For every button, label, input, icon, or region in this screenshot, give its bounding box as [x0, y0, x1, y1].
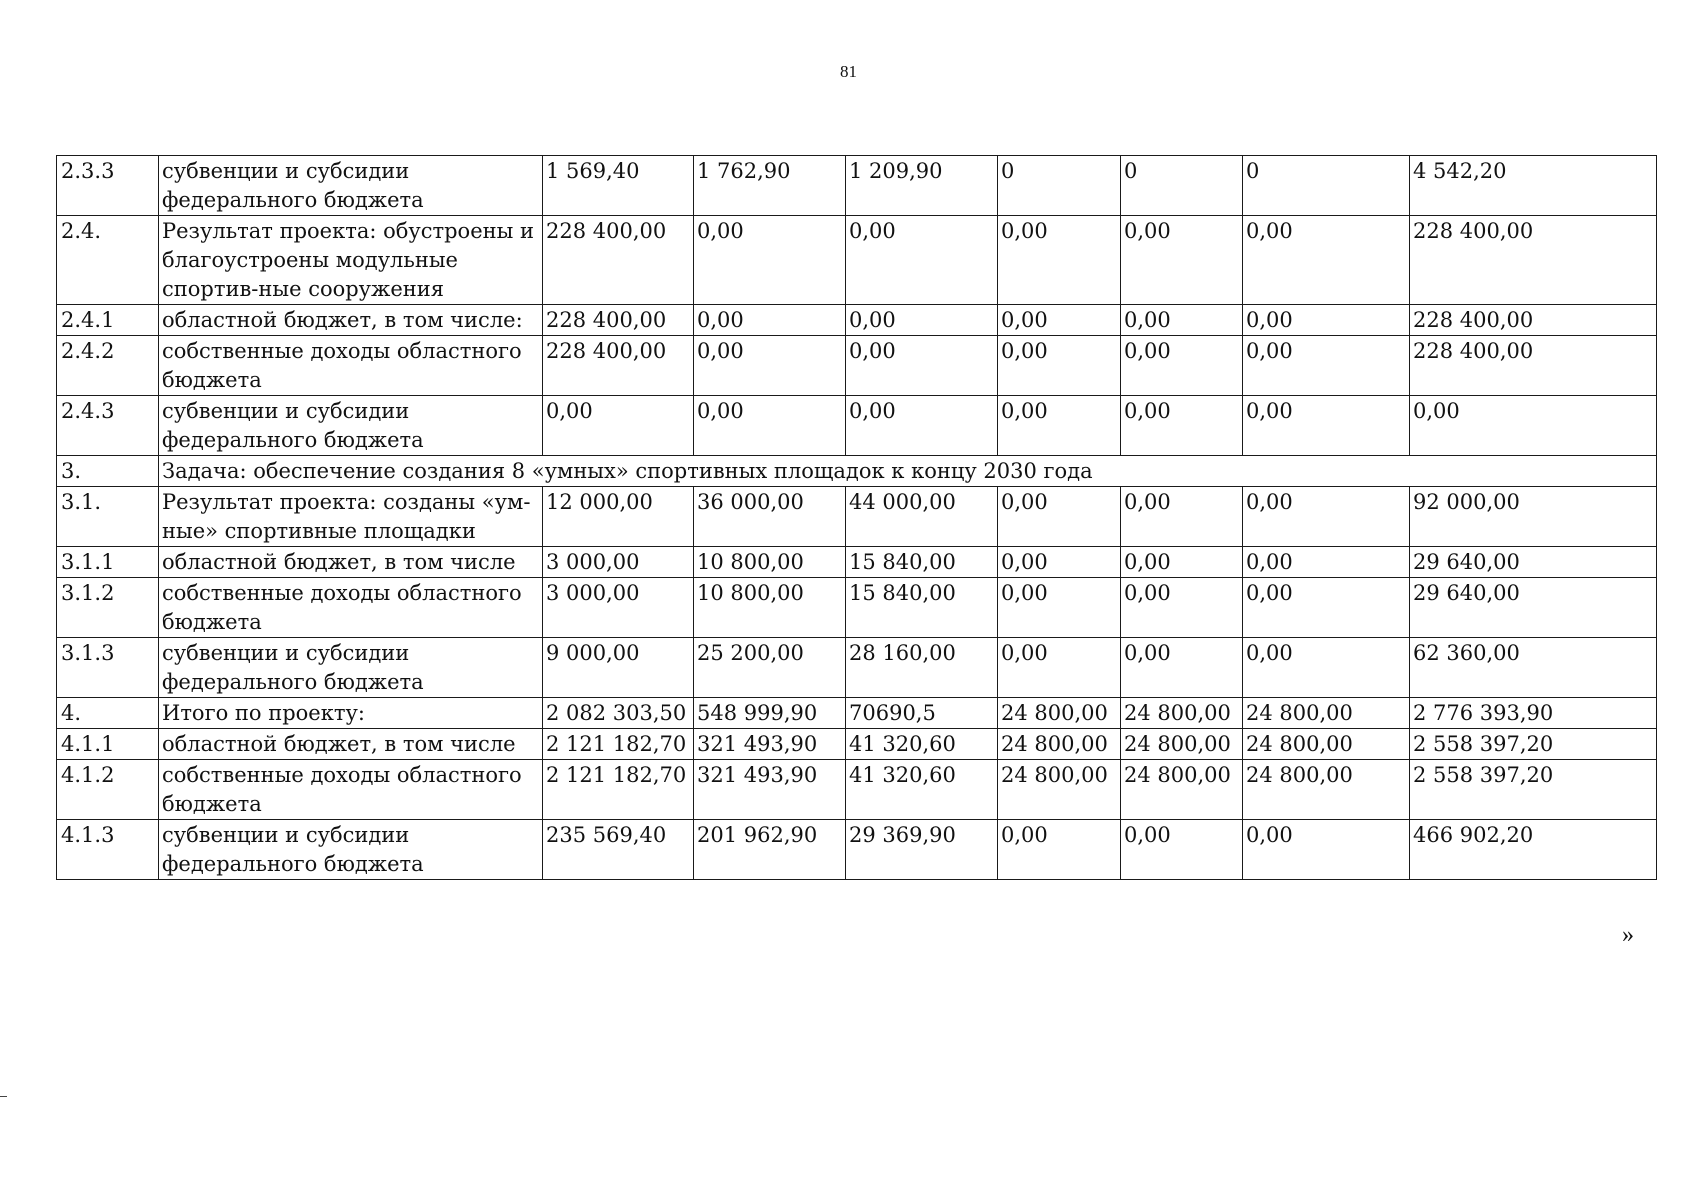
row-code: 3.: [57, 456, 159, 487]
value-cell: 24 800,00: [998, 729, 1121, 760]
value-cell: 0: [1121, 156, 1243, 216]
value-cell: 228 400,00: [1410, 305, 1657, 336]
budget-table: [56, 155, 1657, 880]
value-cell: 228 400,00: [543, 216, 694, 305]
value-cell: 548 999,90: [694, 698, 846, 729]
value-cell: 0,00: [998, 820, 1121, 880]
value-cell: 29 640,00: [1410, 547, 1657, 578]
row-name: субвенции и субсидии федерального бюджета: [159, 156, 543, 216]
value-cell: 321 493,90: [694, 729, 846, 760]
value-cell: 0,00: [998, 547, 1121, 578]
value-cell: 0,00: [998, 336, 1121, 396]
value-cell: 1 569,40: [543, 156, 694, 216]
value-cell: 29 369,90: [846, 820, 998, 880]
value-cell: 10 800,00: [694, 547, 846, 578]
row-code: 2.3.3: [57, 156, 159, 216]
value-cell: 0,00: [998, 216, 1121, 305]
value-cell: 29 640,00: [1410, 578, 1657, 638]
value-cell: 62 360,00: [1410, 638, 1657, 698]
value-cell: 41 320,60: [846, 760, 998, 820]
value-cell: 36 000,00: [694, 487, 846, 547]
row-name: Итого по проекту:: [159, 698, 543, 729]
row-code: 2.4.2: [57, 336, 159, 396]
row-name: областной бюджет, в том числе: [159, 547, 543, 578]
value-cell: 0,00: [998, 487, 1121, 547]
value-cell: 25 200,00: [694, 638, 846, 698]
value-cell: 2 776 393,90: [1410, 698, 1657, 729]
value-cell: 0,00: [1243, 396, 1410, 456]
row-name: областной бюджет, в том числе:: [159, 305, 543, 336]
value-cell: 24 800,00: [998, 698, 1121, 729]
value-cell: 0,00: [846, 396, 998, 456]
value-cell: 0,00: [694, 396, 846, 456]
value-cell: 228 400,00: [543, 336, 694, 396]
row-code: 3.1.1: [57, 547, 159, 578]
row-code: 4.: [57, 698, 159, 729]
table-row: [57, 336, 1657, 396]
value-cell: 0,00: [998, 396, 1121, 456]
value-cell: 228 400,00: [1410, 216, 1657, 305]
row-code: 3.1.3: [57, 638, 159, 698]
value-cell: 28 160,00: [846, 638, 998, 698]
table-row: [57, 729, 1657, 760]
value-cell: 2 082 303,50: [543, 698, 694, 729]
value-cell: 0,00: [1121, 305, 1243, 336]
value-cell: 41 320,60: [846, 729, 998, 760]
table-row: [57, 487, 1657, 547]
row-name: собственные доходы областного бюджета: [159, 760, 543, 820]
row-name: Результат проекта: обустроены и благоустроены модульные спортив-ные сооружения: [159, 216, 543, 305]
value-cell: 0,00: [1243, 638, 1410, 698]
table-row: [57, 578, 1657, 638]
table-row: [57, 638, 1657, 698]
value-cell: 24 800,00: [998, 760, 1121, 820]
value-cell: 321 493,90: [694, 760, 846, 820]
value-cell: 1 209,90: [846, 156, 998, 216]
value-cell: 2 121 182,70: [543, 729, 694, 760]
value-cell: 0,00: [1243, 336, 1410, 396]
value-cell: 0,00: [1121, 487, 1243, 547]
value-cell: 0,00: [543, 396, 694, 456]
value-cell: 70690,5: [846, 698, 998, 729]
value-cell: 201 962,90: [694, 820, 846, 880]
row-code: 3.1.: [57, 487, 159, 547]
row-code: 2.4.: [57, 216, 159, 305]
row-code: 4.1.3: [57, 820, 159, 880]
value-cell: 24 800,00: [1121, 729, 1243, 760]
value-cell: 0,00: [1121, 216, 1243, 305]
table-row: [57, 760, 1657, 820]
table-row: [57, 156, 1657, 216]
value-cell: 0,00: [998, 638, 1121, 698]
row-code: 3.1.2: [57, 578, 159, 638]
value-cell: 0,00: [694, 336, 846, 396]
value-cell: 0,00: [1121, 547, 1243, 578]
row-name: областной бюджет, в том числе: [159, 729, 543, 760]
row-name: субвенции и субсидии федерального бюджета: [159, 820, 543, 880]
value-cell: 24 800,00: [1243, 729, 1410, 760]
row-name: субвенции и субсидии федерального бюджета: [159, 396, 543, 456]
row-name: Результат проекта: созданы «ум-ные» спортивные площадки: [159, 487, 543, 547]
value-cell: 0,00: [998, 305, 1121, 336]
row-code: 2.4.3: [57, 396, 159, 456]
value-cell: 0,00: [1243, 487, 1410, 547]
value-cell: 15 840,00: [846, 547, 998, 578]
value-cell: 0,00: [846, 336, 998, 396]
margin-mark: [0, 1096, 7, 1097]
value-cell: 24 800,00: [1121, 698, 1243, 729]
value-cell: 228 400,00: [543, 305, 694, 336]
value-cell: 3 000,00: [543, 547, 694, 578]
value-cell: 228 400,00: [1410, 336, 1657, 396]
value-cell: 24 800,00: [1243, 760, 1410, 820]
row-name: собственные доходы областного бюджета: [159, 578, 543, 638]
value-cell: 235 569,40: [543, 820, 694, 880]
table-row: [57, 456, 1657, 487]
value-cell: 24 800,00: [1243, 698, 1410, 729]
task-title: Задача: обеспечение создания 8 «умных» спортивных площадок к концу 2030 года: [159, 456, 1657, 487]
value-cell: 92 000,00: [1410, 487, 1657, 547]
value-cell: 2 558 397,20: [1410, 729, 1657, 760]
value-cell: 1 762,90: [694, 156, 846, 216]
table-row: [57, 698, 1657, 729]
value-cell: 4 542,20: [1410, 156, 1657, 216]
value-cell: 466 902,20: [1410, 820, 1657, 880]
page-number: 81: [840, 62, 857, 81]
value-cell: 0,00: [998, 578, 1121, 638]
value-cell: 44 000,00: [846, 487, 998, 547]
value-cell: 0: [998, 156, 1121, 216]
table-row: [57, 216, 1657, 305]
value-cell: 0,00: [1243, 820, 1410, 880]
value-cell: 0,00: [1121, 578, 1243, 638]
value-cell: 0,00: [846, 216, 998, 305]
value-cell: 0,00: [1243, 578, 1410, 638]
table-row: [57, 396, 1657, 456]
value-cell: 0,00: [1121, 396, 1243, 456]
table-row: [57, 547, 1657, 578]
value-cell: 0,00: [1121, 638, 1243, 698]
value-cell: 2 558 397,20: [1410, 760, 1657, 820]
value-cell: 12 000,00: [543, 487, 694, 547]
value-cell: 9 000,00: [543, 638, 694, 698]
row-name: субвенции и субсидии федерального бюджета: [159, 638, 543, 698]
closing-quote: »: [1622, 922, 1634, 948]
row-code: 4.1.2: [57, 760, 159, 820]
value-cell: 0,00: [1121, 336, 1243, 396]
value-cell: 0: [1243, 156, 1410, 216]
table-row: [57, 820, 1657, 880]
value-cell: 15 840,00: [846, 578, 998, 638]
value-cell: 2 121 182,70: [543, 760, 694, 820]
value-cell: 0,00: [1410, 396, 1657, 456]
value-cell: 0,00: [1243, 216, 1410, 305]
value-cell: 0,00: [846, 305, 998, 336]
table-row: [57, 305, 1657, 336]
value-cell: 10 800,00: [694, 578, 846, 638]
value-cell: 0,00: [694, 305, 846, 336]
value-cell: 0,00: [1243, 547, 1410, 578]
value-cell: 0,00: [694, 216, 846, 305]
value-cell: 3 000,00: [543, 578, 694, 638]
value-cell: 0,00: [1243, 305, 1410, 336]
row-code: 2.4.1: [57, 305, 159, 336]
value-cell: 0,00: [1121, 820, 1243, 880]
row-name: собственные доходы областного бюджета: [159, 336, 543, 396]
row-code: 4.1.1: [57, 729, 159, 760]
value-cell: 24 800,00: [1121, 760, 1243, 820]
